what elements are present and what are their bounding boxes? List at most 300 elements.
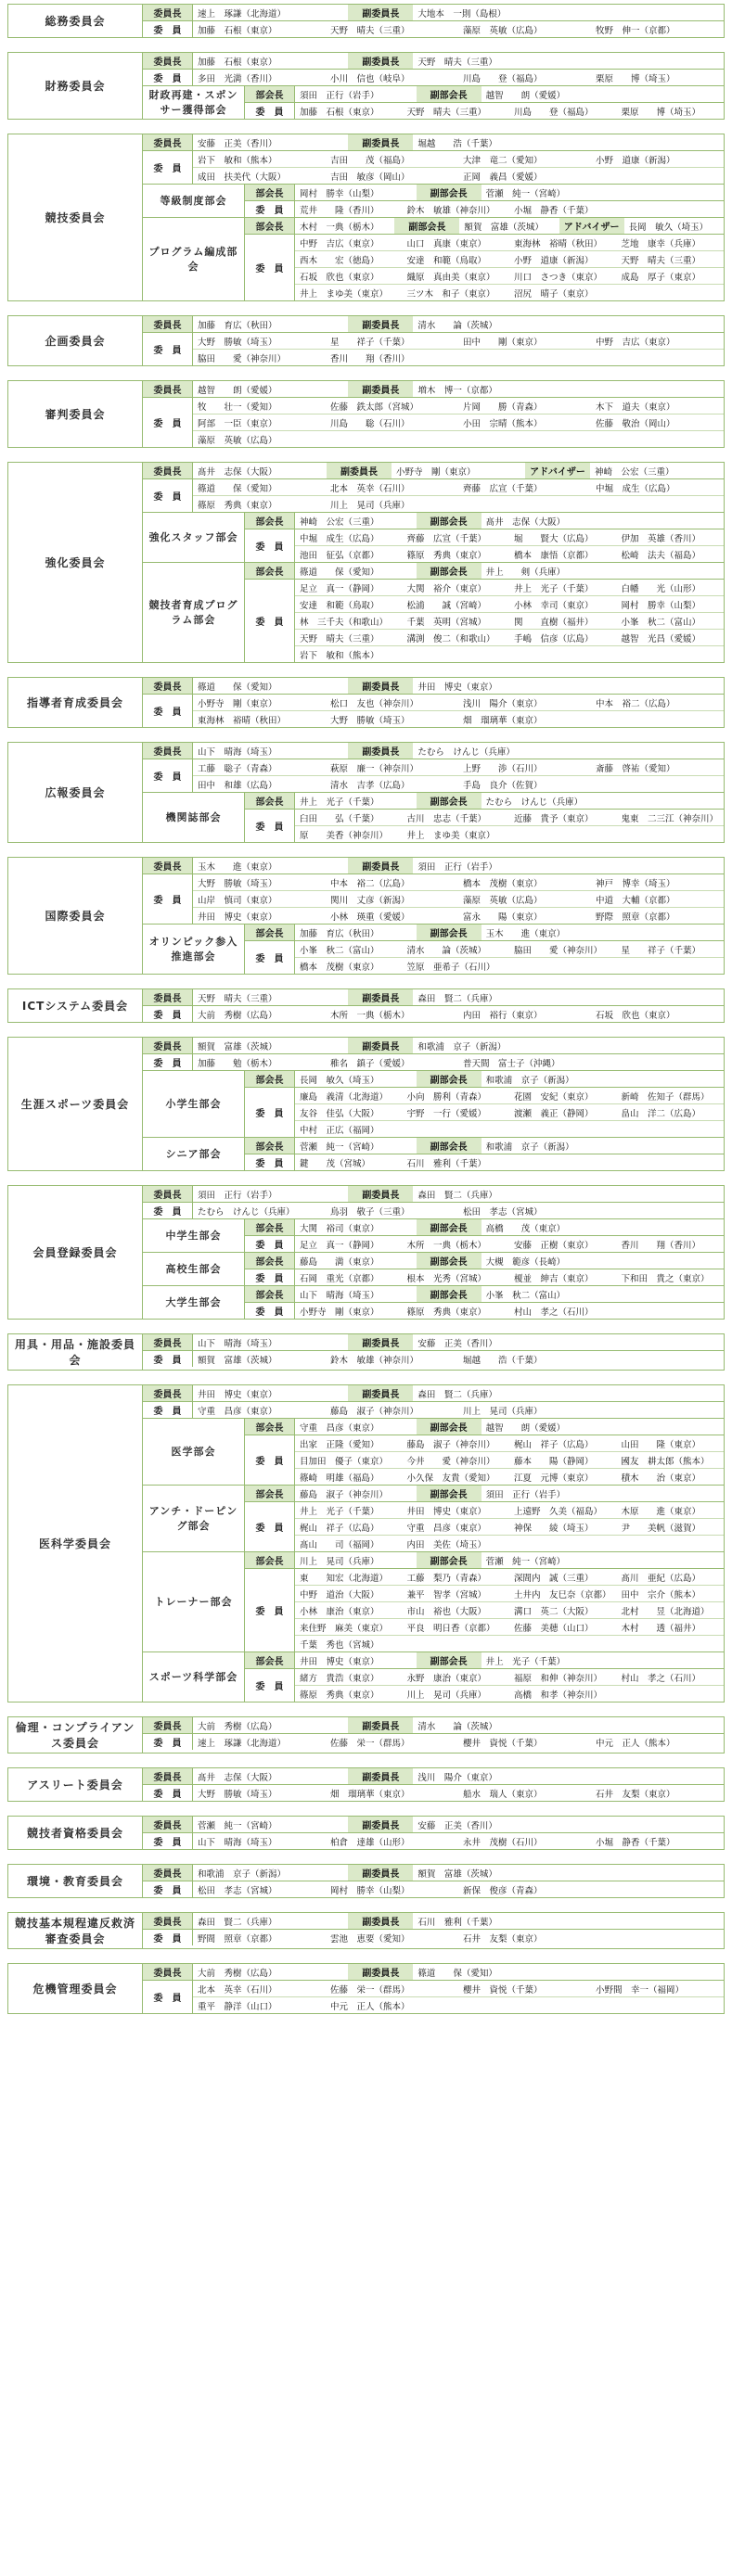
member-lines (295, 925, 724, 940)
member-name: 中野 道治（大阪） (300, 1589, 379, 1600)
member-name: 松口 友也（神奈川） (330, 698, 419, 709)
member-name: 篠道 保（愛知） (417, 1968, 497, 1979)
subcommittee-body (245, 1219, 724, 1252)
member-name: 足立 真一（静岡） (300, 1240, 379, 1251)
member-line (295, 941, 724, 957)
member-lines (193, 1817, 724, 1832)
subcommittee-name: 財政再建・スポンサー獲得部会 (143, 86, 245, 119)
member-name: 斎藤 啓祐（愛知） (596, 763, 675, 774)
member-line (295, 563, 724, 579)
member-line (295, 529, 724, 545)
member-name: 白幡 光（山形） (621, 583, 701, 594)
leader-row (245, 185, 724, 200)
member-name: 関 直樹（福井） (514, 617, 594, 628)
role-label: 委 員 (143, 1881, 193, 1897)
member-name: 大野 勝敏（埼玉） (198, 337, 277, 348)
member-lines (193, 1865, 724, 1881)
member-name: 長岡 敏久（埼玉） (300, 1075, 379, 1086)
role-tag: 副部会長 (417, 1486, 482, 1501)
subcommittee-name: 機関誌部会 (143, 793, 245, 842)
role-label: 部会長 (245, 513, 295, 529)
leader-row (143, 134, 724, 150)
leader-row (143, 743, 724, 759)
role-label: 委員長 (143, 5, 193, 20)
member-name: 鍵 茂（宮城） (300, 1158, 371, 1169)
committee-name: 競技委員会 (8, 134, 143, 300)
committee-main-body (143, 463, 724, 512)
member-name: 東海林 裕晴（秋田） (514, 238, 603, 249)
leader-row (245, 218, 724, 234)
member-line (295, 1435, 724, 1451)
subcommittee (143, 1070, 724, 1137)
member-name: 芝地 康幸（兵庫） (621, 238, 701, 249)
member-name: 笠原 亜希子（石川） (406, 962, 495, 973)
role-label: 委 員 (245, 201, 295, 217)
member-name: たむら けんじ（兵庫） (198, 1206, 295, 1218)
member-name: 浅川 陽介（東京） (417, 1772, 497, 1783)
member-name: 田中 和雄（広島） (198, 780, 277, 791)
member-line (295, 1269, 724, 1285)
subcommittee (143, 1485, 724, 1551)
committee-name: 強化委員会 (8, 463, 143, 662)
role-label: 委員長 (143, 678, 193, 694)
member-name: 梶山 祥子（広島） (514, 1439, 594, 1450)
committee-main-body (143, 1038, 724, 1070)
committee-body (143, 134, 724, 300)
member-name: 福原 和伸（神奈川） (514, 1673, 603, 1684)
member-line (193, 858, 724, 874)
subcommittee-name: スポーツ科学部会 (143, 1652, 245, 1702)
committee-main (143, 1768, 724, 1801)
subcommittee-name: シニア部会 (143, 1138, 245, 1170)
role-label: 委員長 (143, 1717, 193, 1733)
leader-row (245, 1286, 724, 1302)
member-line (193, 743, 724, 759)
member-name: 加藤 育広（秋田） (300, 928, 379, 939)
role-label: 部会長 (245, 1071, 295, 1087)
member-line (295, 185, 724, 200)
member-line (295, 1601, 724, 1618)
member-name: 今井 愛（神奈川） (406, 1456, 495, 1467)
member-name: 平良 明日香（京都） (406, 1623, 495, 1634)
member-lines (193, 1351, 724, 1367)
member-name: 堀越 浩（千葉） (463, 1355, 543, 1366)
member-line (295, 1286, 724, 1302)
role-label: 部会長 (245, 1419, 295, 1435)
subcommittee-name: 強化スタッフ部会 (143, 513, 245, 562)
subcommittee (143, 1218, 724, 1252)
member-name: 畑 瑠璃華（東京） (463, 715, 543, 726)
member-name: 佐藤 栄一（群馬） (330, 1738, 410, 1749)
member-name: 菅瀬 純一（宮崎） (485, 1556, 566, 1567)
member-line (193, 1334, 724, 1350)
committee-name: 医科学委員会 (8, 1385, 143, 1702)
member-row (245, 1087, 724, 1137)
member-name: 中堀 成生（広島） (300, 533, 379, 544)
member-line (295, 1618, 724, 1635)
leader-row (143, 1038, 724, 1053)
member-lines (193, 678, 724, 694)
member-name: 橋本 康悟（京都） (514, 550, 594, 561)
member-name: 友谷 佳弘（大阪） (300, 1108, 379, 1119)
member-lines (295, 185, 724, 200)
member-name: 安達 和範（鳥取） (406, 255, 487, 266)
member-line (193, 1186, 724, 1202)
member-name: 篠原 秀典（東京） (198, 500, 277, 511)
role-label: 委 員 (245, 1154, 295, 1170)
member-lines (295, 529, 724, 562)
member-name: 藤本 陽（静岡） (514, 1456, 594, 1467)
member-name: 大津 竜二（愛知） (463, 155, 543, 166)
member-name: 大関 裕司（東京） (300, 1223, 379, 1234)
member-name: 石川 雅利（千葉） (406, 1158, 487, 1169)
member-name: たむら けんじ（兵庫） (417, 746, 515, 758)
member-name: 菅瀬 純一（宮崎） (198, 1820, 277, 1831)
member-row (143, 150, 724, 184)
member-line (295, 1685, 724, 1702)
role-tag: 副部会長 (417, 1652, 482, 1668)
member-name: 脇田 愛（神奈川） (198, 353, 287, 364)
member-name: 古川 忠志（千葉） (406, 813, 487, 824)
member-name: 松崎 法夫（福島） (621, 550, 701, 561)
committee-body (143, 381, 724, 447)
member-name: 鈴木 敏雄（神奈川） (406, 205, 495, 216)
leader-row (143, 1768, 724, 1784)
member-name: 森田 賢二（兵庫） (417, 1190, 497, 1201)
member-row (143, 1832, 724, 1849)
member-line (193, 759, 724, 775)
member-name: 藤島 淑子（神奈川） (300, 1489, 389, 1500)
member-name: 藻原 英敏（広島） (463, 895, 543, 906)
member-lines (193, 1203, 724, 1218)
subcommittee (143, 217, 724, 300)
member-name: 岡村 勝幸（山梨） (300, 188, 379, 199)
member-name: 川口 さつき（東京） (514, 272, 603, 283)
member-lines (295, 1652, 724, 1668)
member-name: 佐藤 敬治（岡山） (596, 418, 675, 429)
role-label: 部会長 (245, 563, 295, 579)
member-name: 天野 晴夫（三重） (198, 993, 277, 1004)
member-line (295, 1585, 724, 1601)
role-label: 委 員 (143, 1833, 193, 1849)
member-line (295, 1535, 724, 1551)
role-label: 委 員 (245, 1236, 295, 1252)
member-name: 安達 和範（鳥取） (300, 600, 379, 611)
role-label: 委 員 (245, 810, 295, 842)
member-name: 小峯 秋二（富山） (485, 1290, 566, 1301)
member-line (295, 1303, 724, 1319)
member-name: 天野 晴夫（三重） (300, 633, 379, 644)
member-line (295, 925, 724, 940)
role-label: 委 員 (143, 151, 193, 184)
committee-main-body (143, 381, 724, 447)
member-name: 永野 康治（東京） (406, 1673, 487, 1684)
member-line (193, 890, 724, 907)
member-name: 井上 光子（千葉） (514, 583, 594, 594)
committee-main (143, 989, 724, 1022)
member-name: 松浦 誠（宮崎） (406, 600, 487, 611)
member-name: 藤島 淑子（神奈川） (406, 1439, 495, 1450)
member-name: 新保 俊彦（青森） (463, 1885, 543, 1896)
member-row (245, 200, 724, 217)
member-name: 天野 晴夫（三重） (417, 57, 497, 68)
committee-name: 会員登録委員会 (8, 1186, 143, 1319)
committee-name: 総務委員会 (8, 5, 143, 37)
member-name: 井上 まゆ美（東京） (406, 830, 495, 841)
member-name: 伊加 英雄（香川） (621, 533, 701, 544)
leader-row (143, 1913, 724, 1929)
committee-name: 審判委員会 (8, 381, 143, 447)
member-name: 池田 征弘（京都） (300, 550, 379, 561)
committee-name: 用具・用品・施設委員会 (8, 1334, 143, 1370)
subcommittee (143, 1418, 724, 1485)
member-lines (193, 463, 724, 478)
member-name: 北村 昱（北海道） (621, 1606, 710, 1617)
member-line (193, 1768, 724, 1784)
member-line (295, 103, 724, 119)
member-lines (193, 151, 724, 184)
role-tag: 副部会長 (417, 86, 482, 102)
member-name: 小野寺 剛（東京） (396, 466, 476, 478)
member-name: 尹 美帆（滋賀） (621, 1523, 701, 1534)
member-line (193, 430, 724, 447)
member-name: 多田 光満（香川） (198, 73, 277, 84)
member-name: 額賀 富雄（茨城） (417, 1868, 497, 1880)
member-line (193, 1402, 724, 1418)
role-tag: 副部会長 (417, 1552, 482, 1568)
member-name: 佐藤 鉄太郎（宮城） (330, 402, 419, 413)
subcommittee-name: 競技者育成プログラム部会 (143, 563, 245, 662)
member-name: 松田 孝志（宮城） (463, 1206, 543, 1218)
member-lines (295, 580, 724, 662)
member-line (295, 612, 724, 629)
member-name: 石井 友梨（東京） (596, 1789, 675, 1800)
member-name: 吉田 敏彦（岡山） (330, 172, 410, 183)
committee-block (7, 1185, 725, 1320)
member-name: 積木 治（東京） (621, 1473, 701, 1484)
role-tag: 副委員長 (348, 743, 413, 759)
member-name: 藻原 英敏（広島） (198, 435, 277, 446)
member-line (295, 267, 724, 284)
role-tag: 副委員長 (348, 1768, 413, 1784)
member-name: 川上 晃司（兵庫） (463, 1406, 543, 1417)
member-line (295, 1236, 724, 1252)
member-lines (193, 1913, 724, 1929)
role-label: 委員長 (143, 1817, 193, 1832)
member-lines (193, 1930, 724, 1945)
subcommittee-body (245, 1071, 724, 1137)
member-name: 清水 論（茨城） (406, 945, 487, 956)
member-name: 臼田 弘（千葉） (300, 813, 379, 824)
role-tag: アドバイザー (525, 463, 590, 478)
committee-block (7, 677, 725, 728)
member-name: たむら けんじ（兵庫） (485, 797, 584, 808)
committee-block (7, 1864, 725, 1898)
member-name: 藻原 英敏（広島） (463, 25, 543, 36)
committee-block (7, 4, 725, 38)
member-row (143, 1929, 724, 1945)
member-name: 足立 真一（静岡） (300, 583, 379, 594)
member-lines (295, 1669, 724, 1702)
member-name: 額賀 富雄（茨城） (198, 1355, 277, 1366)
member-name: 香川 翔（香川） (330, 353, 410, 364)
member-name: 和歌浦 京子（新潟） (198, 1868, 287, 1880)
member-name: 関川 丈彦（新潟） (330, 895, 410, 906)
leader-row (245, 1138, 724, 1154)
member-name: 船水 瑞人（東京） (463, 1789, 543, 1800)
member-name: 川島 登（福島） (514, 107, 594, 118)
member-row (245, 1568, 724, 1651)
member-name: 中元 正人（熊本） (596, 1738, 675, 1749)
member-lines (193, 695, 724, 727)
member-name: 石井 友梨（東京） (463, 1933, 543, 1945)
member-line (193, 1385, 724, 1401)
member-name: 東海林 裕晴（秋田） (198, 715, 287, 726)
member-row (143, 694, 724, 727)
member-line (193, 333, 724, 349)
role-tag: 副部会長 (417, 925, 482, 940)
member-name: 増木 博一（京都） (417, 385, 497, 396)
role-label: 部会長 (245, 1219, 295, 1235)
member-name: 清水 論（茨城） (417, 1721, 497, 1732)
committee-block (7, 1963, 725, 2014)
member-line (193, 1717, 724, 1733)
member-name: 井上 まゆ美（東京） (300, 288, 389, 300)
subcommittee-name: 小学生部会 (143, 1071, 245, 1137)
member-line (295, 1635, 724, 1651)
member-name: 井上 光子（千葉） (300, 1506, 379, 1517)
member-name: 安藤 正美（香川） (198, 138, 277, 149)
subcommittee-name: 中学生部会 (143, 1219, 245, 1252)
committee-main (143, 1038, 724, 1070)
member-line (295, 235, 724, 250)
member-name: 木所 一典（栃木） (406, 1240, 487, 1251)
committee-main-body (143, 1186, 724, 1218)
member-name: 中野 吉広（東京） (596, 337, 675, 348)
member-line (193, 414, 724, 430)
committee-main (143, 5, 724, 37)
subcommittee-body (245, 793, 724, 842)
member-line (193, 1996, 724, 2013)
member-name: 中元 正人（熊本） (330, 2001, 410, 2012)
member-name: 畠山 洋二（広島） (621, 1108, 701, 1119)
committee-main-body (143, 134, 724, 184)
member-lines (295, 1071, 724, 1087)
role-tag: 副部会長 (417, 185, 482, 200)
role-tag: 副委員長 (348, 989, 413, 1005)
member-name: 重平 静洋（山口） (198, 2001, 277, 2012)
committee-body (143, 1913, 724, 1948)
member-name: 星 祥子（千葉） (621, 945, 701, 956)
member-lines (295, 563, 724, 579)
member-name: 内田 美佐（埼玉） (406, 1539, 487, 1550)
committee-body (143, 989, 724, 1022)
member-name: 中道 大輔（京都） (596, 895, 675, 906)
member-name: 溝口 英二（大阪） (514, 1606, 594, 1617)
member-name: 工藤 聡子（青森） (198, 763, 277, 774)
member-name: 山下 晴海（埼玉） (198, 1837, 277, 1848)
role-label: 部会長 (245, 218, 295, 234)
member-name: 井田 博史（東京） (406, 1506, 487, 1517)
committee-main (143, 463, 724, 512)
committee-block (7, 52, 725, 120)
subcommittee-name: アンチ・ドーピング部会 (143, 1486, 245, 1551)
member-line (295, 1652, 724, 1668)
member-line (295, 1552, 724, 1568)
role-label: 委 員 (245, 529, 295, 562)
subcommittee-body (245, 1652, 724, 1702)
role-label: 委 員 (245, 1088, 295, 1137)
member-name: 高橋 茂（東京） (485, 1223, 566, 1234)
member-name: 菅瀬 純一（宮崎） (485, 188, 566, 199)
member-name: 鳥羽 敬子（三重） (330, 1206, 410, 1218)
subcommittee-name: 等級制度部会 (143, 185, 245, 217)
member-name: 井田 博史（東京） (198, 1389, 277, 1400)
role-tag: 副部会長 (417, 1286, 482, 1302)
subcommittee-body (245, 1286, 724, 1319)
member-name: 香川 翔（香川） (621, 1240, 701, 1251)
committee-body (143, 1717, 724, 1753)
committee-main (143, 381, 724, 447)
role-label: 委 員 (143, 1981, 193, 2013)
member-name: 山岸 慎司（東京） (198, 895, 277, 906)
member-name: 神崎 公宏（三重） (300, 516, 379, 528)
role-tag: 副部会長 (394, 218, 459, 234)
member-lines (193, 1881, 724, 1897)
member-name: 川上 晃司（兵庫） (406, 1690, 487, 1701)
member-lines (295, 941, 724, 974)
role-tag: 副委員長 (348, 381, 413, 397)
committee-name: 国際委員会 (8, 858, 143, 974)
member-name: 中本 裕二（広島） (596, 698, 675, 709)
committee-body (143, 5, 724, 37)
member-name: 越智 光昌（愛媛） (621, 633, 701, 644)
role-label: 委 員 (143, 695, 193, 727)
role-tag: 副委員長 (348, 53, 413, 69)
member-lines (295, 218, 724, 234)
member-name: 篠道 保（愛知） (198, 682, 277, 693)
member-name: 村山 孝之（石川） (621, 1673, 701, 1684)
subcommittee (143, 1551, 724, 1651)
committee-block (7, 1767, 725, 1802)
committee-name: 生涯スポーツ委員会 (8, 1038, 143, 1170)
member-lines (193, 53, 724, 69)
member-name: 須田 正行（岩手） (417, 861, 497, 873)
leader-row (143, 381, 724, 397)
member-name: 手島 良介（佐賀） (463, 780, 543, 791)
member-name: 木下 道夫（東京） (596, 402, 675, 413)
member-line (295, 645, 724, 662)
role-tag: 副部会長 (417, 513, 482, 529)
member-lines (193, 1768, 724, 1784)
member-name: 須田 正行（岩手） (300, 90, 379, 101)
member-row (245, 1435, 724, 1485)
member-row (143, 1202, 724, 1218)
member-name: 牧 壮一（愛知） (198, 402, 277, 413)
committee-main (143, 858, 724, 924)
member-name: 髙井 志保（大阪） (198, 466, 277, 478)
member-lines (193, 1964, 724, 1980)
member-name: 成田 扶美代（大阪） (198, 172, 287, 183)
role-label: 委 員 (143, 21, 193, 37)
member-name: 阿部 一臣（東京） (198, 418, 277, 429)
member-lines (295, 1088, 724, 1137)
member-name: 正岡 義昌（愛媛） (463, 172, 543, 183)
subcommittee (143, 792, 724, 842)
committee-body (143, 1334, 724, 1370)
member-name: 花園 安紀（東京） (514, 1091, 594, 1103)
leader-row (143, 1865, 724, 1881)
